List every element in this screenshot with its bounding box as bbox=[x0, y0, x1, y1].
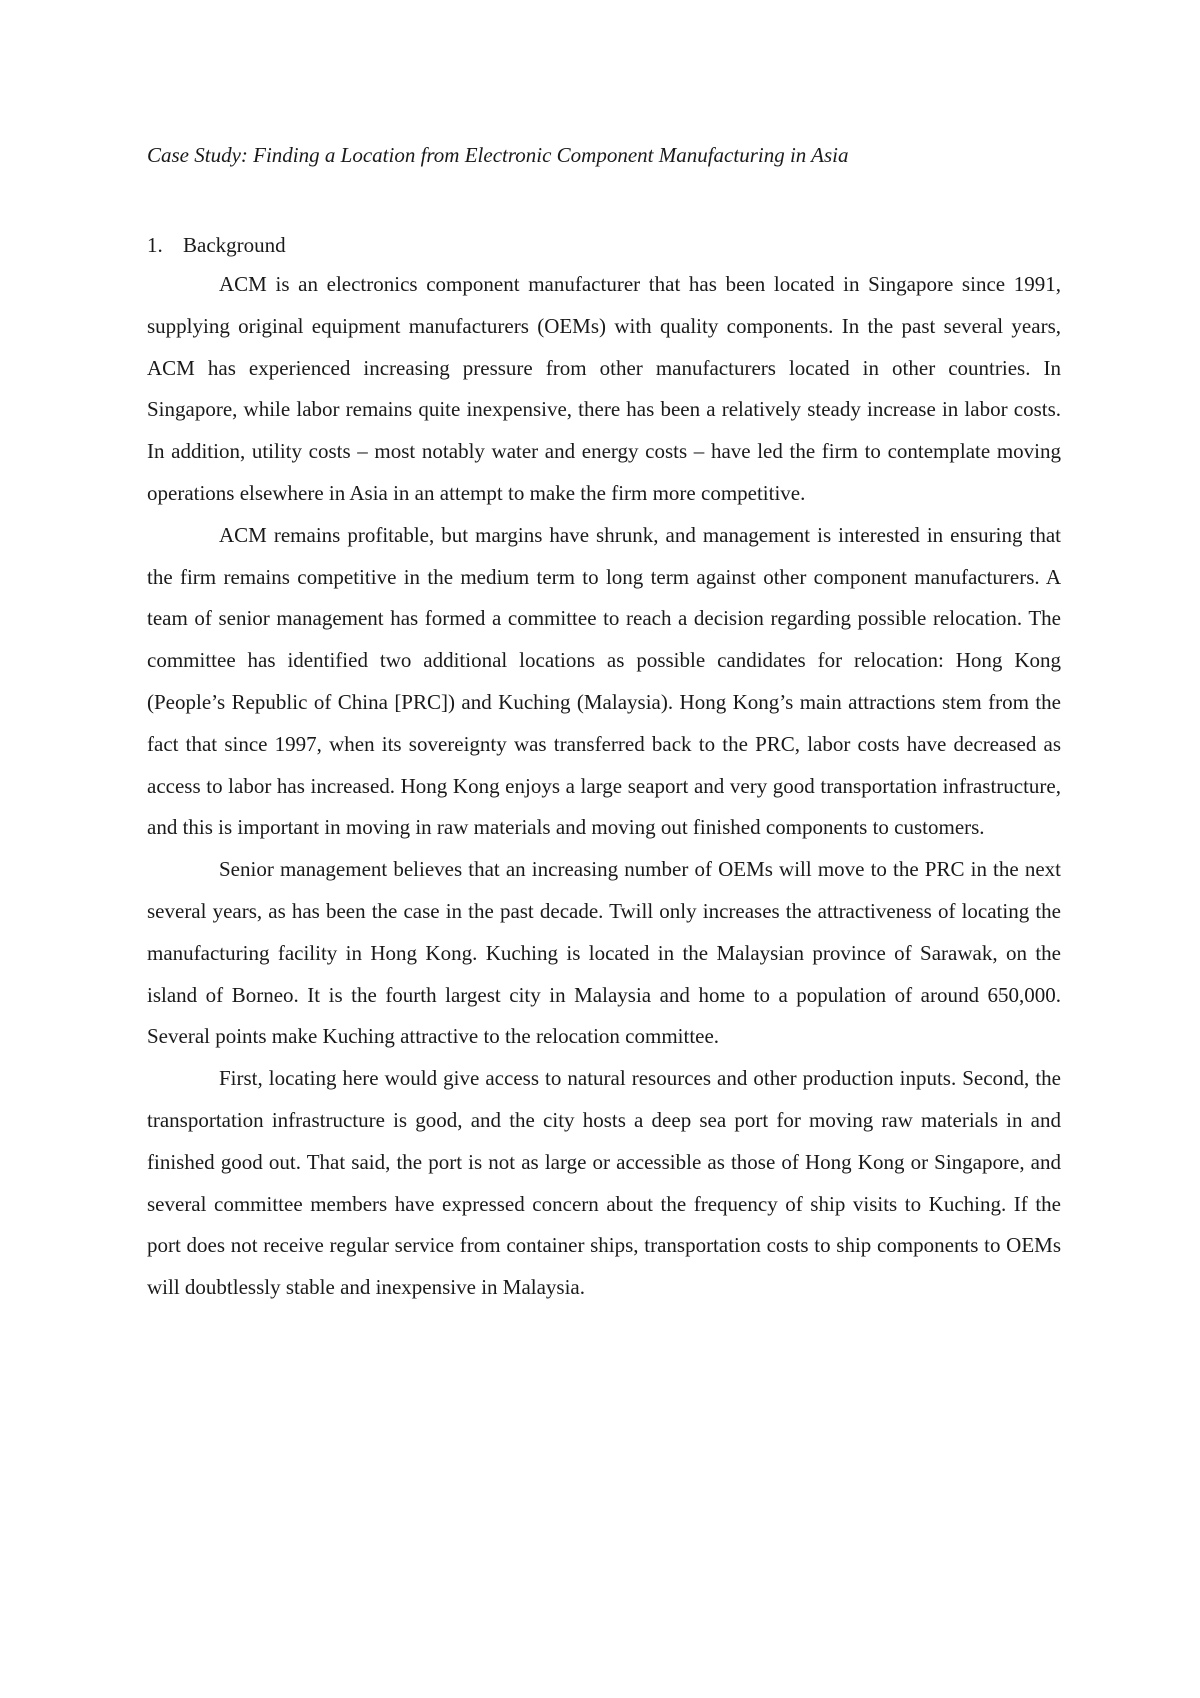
paragraph: Senior management believes that an increasing number of OEMs will move to the PRC in the next several years, as has been the case in the past decade. Twill only increases the attractiveness of locating the manufacturing facility in Hong Kong. Kuching is located in the Malaysian province of Sarawak, on the island of Borneo. It is the fourth largest city in Malaysia and home to a population of around 650,000. Several points make Kuching attractive to the relocation committee. bbox=[147, 857, 1061, 1049]
section-heading-text: Background bbox=[183, 233, 286, 257]
document-title: Case Study: Finding a Location from Electronic Component Manufacturing in Asia bbox=[147, 143, 849, 167]
paragraph: First, locating here would give access to natural resources and other production inputs. Second, the transportation infrastructure is good, and the city hosts a deep sea port for moving raw materials in and finished good out. That said, the port is not as large or accessible as those of Hong Kong or Singapore, and several committee members have expressed concern about the frequency of ship visits to Kuching. If the port does not receive regular service from container ships, transportation costs to ship components to OEMs will doubtlessly stable and inexpensive in Malaysia. bbox=[147, 1066, 1061, 1300]
document-body bbox=[147, 264, 1061, 1309]
paragraph: ACM is an electronics component manufacturer that has been located in Singapore since 1991, supplying original equipment manufacturers (OEMs) with quality components. In the past several years, ACM has experienced increasing pressure from other manufacturers located in other countries. In Singapore, while labor remains quite inexpensive, there has been a relatively steady increase in labor costs. In addition, utility costs – most notably water and energy costs – have led the firm to contemplate moving operations elsewhere in Asia in an attempt to make the firm more competitive. bbox=[147, 272, 1061, 505]
paragraph: ACM remains profitable, but margins have shrunk, and management is interested in ensuring that the firm remains competitive in the medium term to long term against other component manufacturers. A team of senior management has formed a committee to reach a decision regarding possible relocation. The committee has identified two additional locations as possible candidates for relocation: Hong Kong (People’s Republic of China [PRC]) and Kuching (Malaysia). Hong Kong’s main attractions stem from the fact that since 1997, when its sovereignty was transferred back to the PRC, labor costs have decreased as access to labor has increased. Hong Kong enjoys a large seaport and very good transportation infrastructure, and this is important in moving in raw materials and moving out finished components to customers. bbox=[147, 522, 1061, 840]
section-number: 1. bbox=[147, 233, 163, 257]
section-heading bbox=[147, 231, 1061, 259]
document-page bbox=[147, 141, 1061, 1309]
